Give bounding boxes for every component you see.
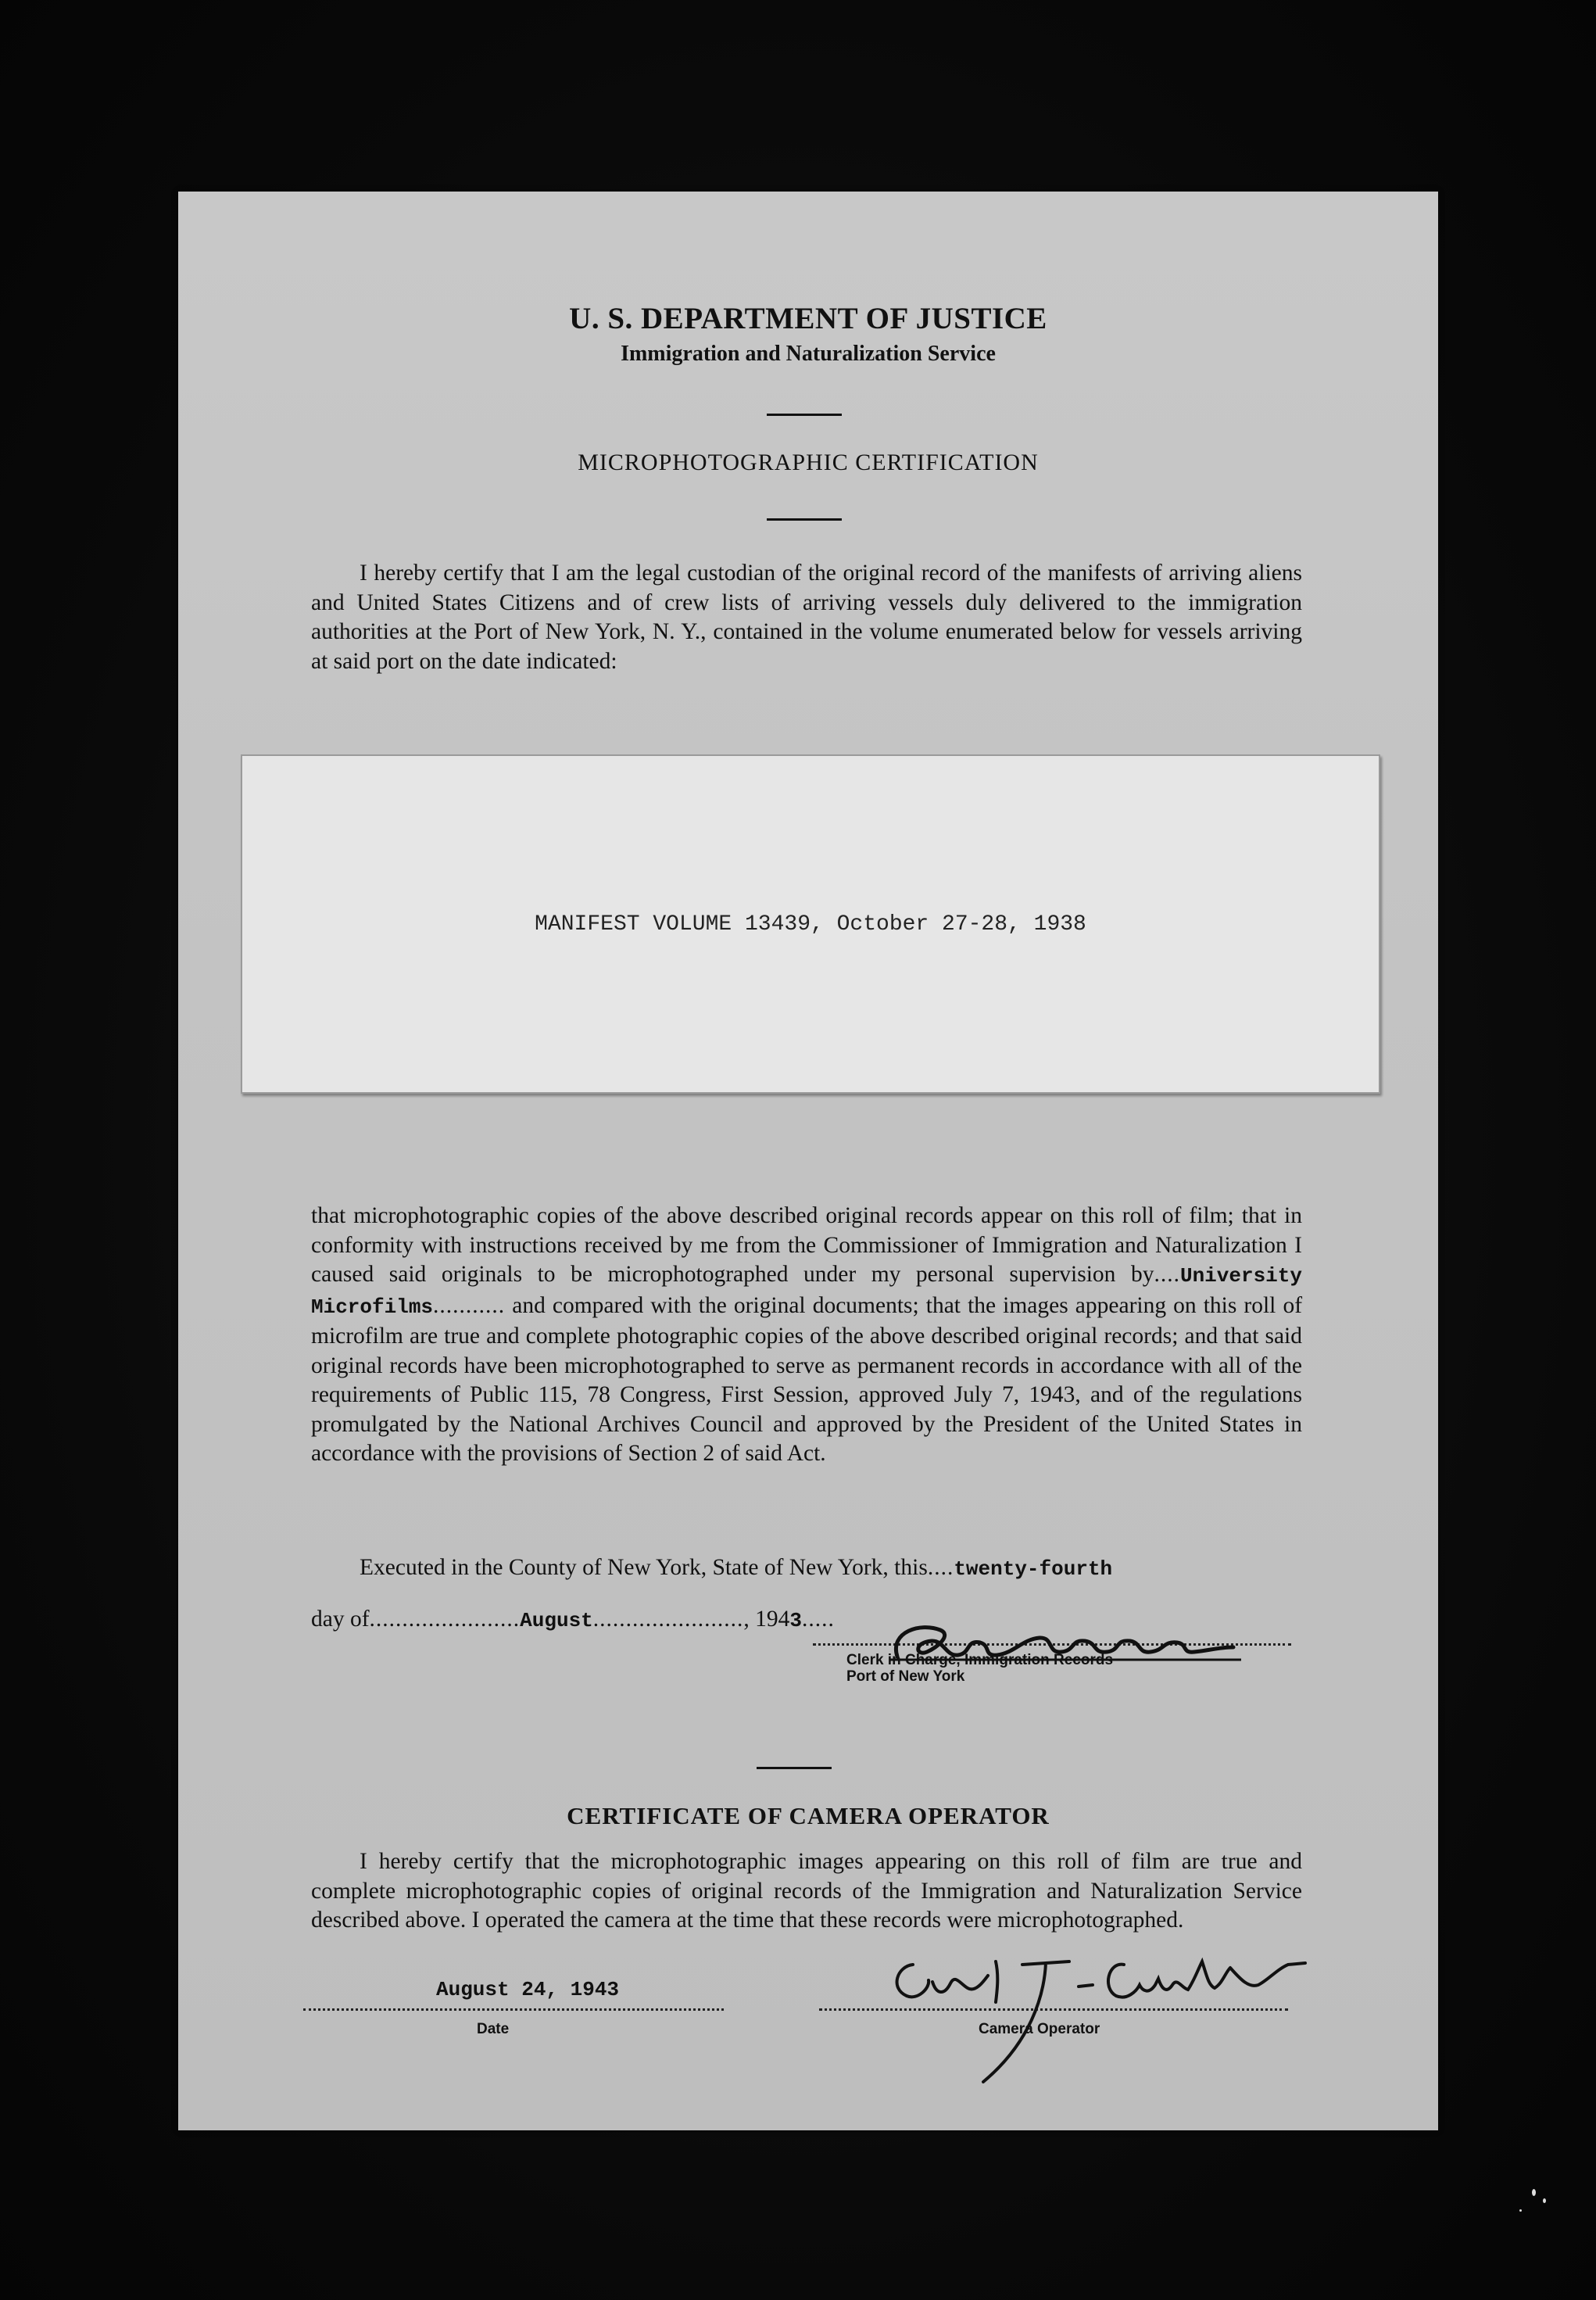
- film-speck: [1532, 2189, 1536, 2196]
- execution-lead: Executed in the County of New York, State of New York, this: [360, 1555, 928, 1580]
- manifest-volume-slip: [241, 754, 1380, 1094]
- execution-month: August: [520, 1609, 593, 1632]
- clerk-title: [846, 1652, 1113, 1685]
- divider-rule: [757, 1767, 832, 1769]
- divider-rule: [767, 414, 842, 416]
- film-speck: [1519, 2209, 1522, 2212]
- execution-line: Executed in the County of New York, State of New York, this....twenty-fourth: [360, 1555, 1113, 1581]
- certification-heading: MICROPHOTOGRAPHIC CERTIFICATION: [578, 450, 1039, 475]
- date-signature-line: [303, 2007, 724, 2011]
- divider-rule: [767, 518, 842, 521]
- certification-body-paragraph: that microphotographic copies of the above described original records appear on this roll of film; that in conformity with instructions received by me from the Commissioner of Immigration and Naturalization I caused said originals to be microphotographed under my personal supervision by....University Microfilms........... and compared with the original documents; that the images appearing on this roll of microfilm are true and complete photographic copies of the above described original records; and that said original records have been microphotographed to serve as permanent records in accordance with all of the requirements of Public 115, 78 Congress, First Session, approved July 7, 1943, and of the regulations promulgated by the National Archives Council and approved by the President of the United States in accordance with the provisions of Section 2 of said Act.: [311, 1203, 1303, 1466]
- microfilm-company: University Microfilms: [311, 1264, 1302, 1319]
- intro-paragraph: I hereby certify that I am the legal custodian of the original record of the manifests of arriving aliens and United States Citizens and of crew lists of arriving vessels duly delivered to the immigration authorities at the Port of New York, N. Y., contained in the volume enumerated below for vessels arriving at said port on the date indicated:: [311, 561, 1302, 674]
- day-of-label: day of: [311, 1607, 370, 1632]
- camera-date-value: August 24, 1943: [436, 1978, 620, 2001]
- execution-year-prefix: , 194: [743, 1607, 790, 1632]
- camera-operator-paragraph: I hereby certify that the microphotographic images appearing on this roll of film are true and complete microphotographic copies of original records of the Immigration and Naturalization Service described above. I operated the camera at the time that these records were microphotographed.: [311, 1849, 1302, 1933]
- clerk-title-line2: Port of New York: [846, 1668, 965, 1685]
- execution-date-line: day of.......................August......................., 1943.....: [311, 1607, 835, 1632]
- body-text-before: that microphotographic copies of the above described original records appear on this roll of film; that in conformity with instructions received by me from the Commissioner of Immigration and Naturalization I caused said originals to be microphotographed under my personal supervision by: [311, 1203, 1302, 1287]
- department-title: U. S. DEPARTMENT OF JUSTICE: [569, 302, 1047, 335]
- body-text-after: and compared with the original documents; that the images appearing on this roll of microfilm are true and complete photographic copies of the above described original records; and that said original records have been microphotographed to serve as permanent records in accordance with all of the requirements of Public 115, 78 Congress, First Session, approved July 7, 1943, and of the regulations promulgated by the National Archives Council and approved by the President of the United States in accordance with the provisions of Section 2 of said Act.: [311, 1292, 1303, 1466]
- execution-day: twenty-fourth: [954, 1557, 1113, 1581]
- manifest-volume-text: MANIFEST VOLUME 13439, October 27-28, 1938: [535, 912, 1086, 937]
- camera-operator-heading: CERTIFICATE OF CAMERA OPERATOR: [567, 1802, 1050, 1829]
- certificate-page: [178, 192, 1438, 2130]
- service-subtitle: Immigration and Naturalization Service: [621, 342, 996, 366]
- film-speck: [1543, 2198, 1546, 2203]
- clerk-title-line1: Clerk in Charge, Immigration Records: [846, 1652, 1114, 1668]
- camera-operator-signature: [858, 1933, 1327, 2090]
- camera-operator-label: Camera Operator: [979, 2021, 1100, 2037]
- date-label: Date: [477, 2021, 510, 2037]
- execution-year-digit: 3: [789, 1609, 803, 1632]
